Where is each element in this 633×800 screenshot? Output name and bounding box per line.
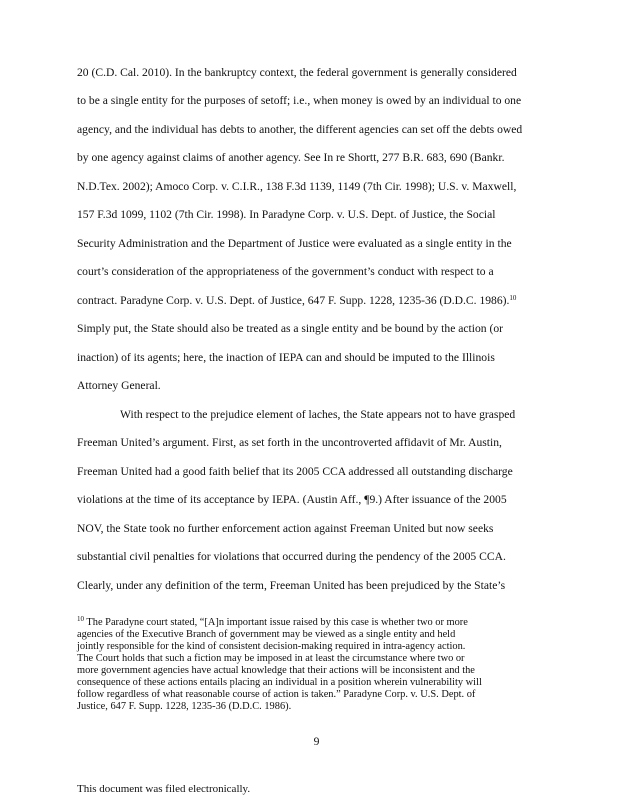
body-line: violations at the time of its acceptance by IEPA. (Austin Aff., ¶9.) After issuance of the 2005 — [77, 493, 507, 506]
body-line: court’s consideration of the appropriateness of the government’s conduct with respect to a — [77, 265, 494, 278]
body-line: 20 (C.D. Cal. 2010). In the bankruptcy context, the federal government is generally considered — [77, 66, 517, 79]
body-line: Attorney General. — [77, 379, 161, 392]
body-line: 157 F.3d 1099, 1102 (7th Cir. 1998). In Paradyne Corp. v. U.S. Dept. of Justice, the Social — [77, 208, 496, 221]
footnote-line: jointly responsible for the kind of consistent decision-making required in intra-agency action. — [77, 641, 466, 652]
footnote-line: more government agencies have actual knowledge that their actions will be inconsistent and the — [77, 665, 475, 676]
page-number: 9 — [313, 735, 320, 748]
body-line: substantial civil penalties for violations that occurred during the pendency of the 2005 CCA. — [77, 550, 506, 563]
filed-electronically-note: This document was filed electronically. — [77, 783, 251, 795]
footnote-line: The Court holds that such a fiction may be imposed in at least the circumstance where two or — [77, 653, 465, 664]
footnote-reference[interactable]: 10 — [509, 294, 517, 302]
body-line: Clearly, under any definition of the term, Freeman United has been prejudiced by the State’s — [77, 579, 506, 592]
footnote-text: The Paradyne court stated, “[A]n important issue raised by this case is whether two or more — [84, 617, 468, 628]
body-line: agency, and the individual has debts to another, the different agencies can set off the debts owed — [77, 123, 523, 136]
body-line: by one agency against claims of another agency. See In re Shortt, 277 B.R. 683, 690 (Bankr. — [77, 151, 505, 164]
body-line: to be a single entity for the purposes of setoff; i.e., when money is owed by an individual to one — [77, 94, 522, 107]
footnote-line: consequence of these actions entails placing an individual in a position wherein vulnerability will — [77, 677, 482, 688]
body-line: Simply put, the State should also be treated as a single entity and be bound by the action (or — [77, 322, 503, 335]
footnote-line — [77, 617, 468, 629]
body-line: inaction) of its agents; here, the inaction of IEPA can and should be imputed to the Illinois — [77, 351, 495, 364]
footnote-line: agencies of the Executive Branch of government may be viewed as a single entity and held — [77, 629, 456, 640]
footnote-line: Justice, 647 F. Supp. 1228, 1235-36 (D.D.C. 1986). — [77, 701, 292, 712]
body-line — [77, 294, 516, 308]
footnote-line: follow regardless of what reasonable course of action is taken.” Paradyne Corp. v. U.S. Dept. of — [77, 689, 476, 700]
body-line: With respect to the prejudice element of laches, the State appears not to have grasped — [120, 408, 516, 421]
body-line: Freeman United had a good faith belief that its 2005 CCA addressed all outstanding discharge — [77, 465, 513, 478]
body-line: N.D.Tex. 2002); Amoco Corp. v. C.I.R., 138 F.3d 1139, 1149 (7th Cir. 1998); U.S. v. Maxwell, — [77, 180, 517, 193]
body-line: NOV, the State took no further enforcement action against Freeman United but now seeks — [77, 522, 494, 535]
footnote-marker: 10 — [77, 615, 84, 623]
body-line: Freeman United’s argument. First, as set forth in the uncontroverted affidavit of Mr. Austin, — [77, 436, 502, 449]
body-line: Security Administration and the Department of Justice were evaluated as a single entity in the — [77, 237, 512, 250]
body-line-text: contract. Paradyne Corp. v. U.S. Dept. of Justice, 647 F. Supp. 1228, 1235-36 (D.D.C. 1986). — [77, 294, 510, 307]
